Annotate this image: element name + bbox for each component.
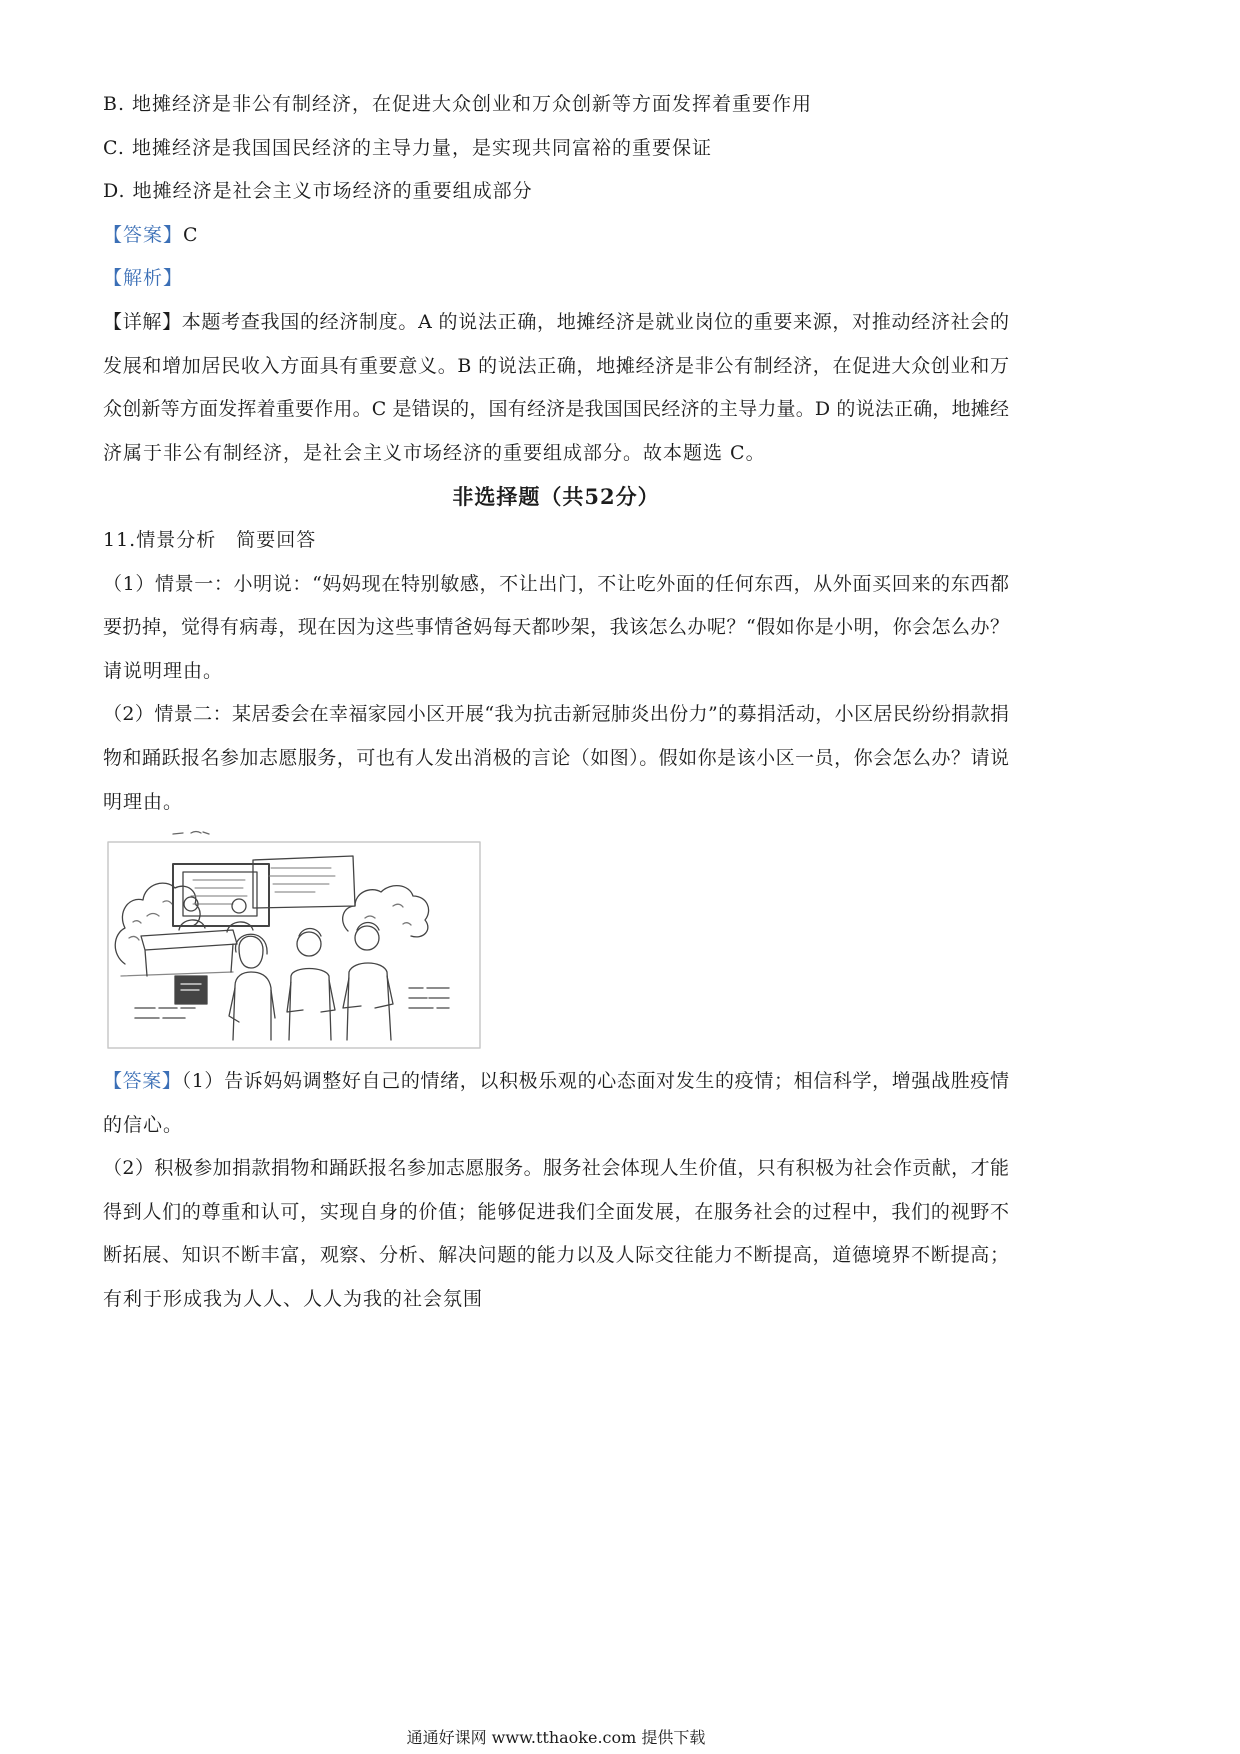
page-content xyxy=(103,83,1009,1322)
analysis-line xyxy=(103,257,1009,301)
option-b: B. 地摊经济是非公有制经济，在促进大众创业和万众创新等方面发挥着重要作用 xyxy=(103,93,813,115)
answer-11-tag: 【答案】 xyxy=(103,1070,182,1093)
scenario-2-line: （2）情景二：某居委会在幸福家园小区开展“我为抗击新冠肺炎出份力”的募捐活动，小区居民纷纷捐款捐 xyxy=(103,703,1009,726)
page-footer: 通通好课网 www.tthaoke.com 提供下载 xyxy=(406,1728,706,1747)
scenario-1-line: （1）情景一：小明说：“妈妈现在特别敏感，不让出门，不让吃外面的任何东西，从外面买回来的东西都 xyxy=(103,572,1009,595)
donation-box xyxy=(175,976,207,1004)
answer-11-text: （1）告诉妈妈调整好自己的情绪，以积极乐观的心态面对发生的疫情；相信科学，增强战胜疫情 xyxy=(181,1070,1009,1093)
answer-11-line xyxy=(103,1060,1009,1104)
scenario-1-line: 要扔掉，觉得有病毒，现在因为这些事情爸妈每天都吵架，我该怎么办呢？“假如你是小明，你会怎么办？ xyxy=(103,616,1009,639)
detail-tag: 【详解】 xyxy=(103,310,182,333)
answer-11-line: 的信心。 xyxy=(103,1113,184,1136)
answer-11-line: 断拓展、知识不断丰富，观察、分析、解决问题的能力以及人际交往能力不断提高，道德境界不断提高； xyxy=(103,1244,1009,1267)
scenario-2-line: 物和踊跃报名参加志愿服务，可也有人发出消极的言论（如图）。假如你是该小区一员，你会怎么办？请说 xyxy=(103,746,1009,769)
answer-line xyxy=(103,214,1009,258)
detail-line: 众创新等方面发挥着重要作用。C 是错误的，国有经济是我国国民经济的主导力量。D 的说法正确，地摊经 xyxy=(103,398,1009,421)
donation-table xyxy=(141,930,237,976)
notice-board xyxy=(173,864,269,926)
resident-man-right xyxy=(343,923,393,1041)
section-heading: 非选择题（共52分） xyxy=(452,484,660,510)
answer-11-line: 有利于形成我为人人、人人为我的社会氛围 xyxy=(103,1288,484,1311)
answer-tag: 【答案】 xyxy=(103,223,184,246)
cartoon-illustration xyxy=(103,826,483,1054)
answer-11-line: （2）积极参加捐款捐物和踊跃报名参加志愿服务。服务社会体现人生价值，只有积极为社会作贡献，才能 xyxy=(103,1157,1009,1180)
cartoon-figure xyxy=(103,826,1009,1060)
detail-line: 发展和增加居民收入方面具有重要意义。B 的说法正确，地摊经济是非公有制经济，在促进大众创业和万 xyxy=(103,354,1009,377)
detail-text: 本题考查我国的经济制度。A 的说法正确，地摊经济是就业岗位的重要来源，对推动经济社会的 xyxy=(181,310,1009,333)
scenario-1-line: 请说明理由。 xyxy=(103,659,224,682)
option-d: D. 地摊经济是社会主义市场经济的重要组成部分 xyxy=(103,180,533,203)
option-c: C. 地摊经济是我国国民经济的主导力量，是实现共同富裕的重要保证 xyxy=(103,136,712,159)
speech-scribble-right xyxy=(409,988,449,1008)
cartoon-frame xyxy=(108,842,480,1048)
corner-marks xyxy=(173,832,209,835)
scenario-2-line: 明理由。 xyxy=(103,790,184,813)
tree-right xyxy=(343,886,429,937)
speech-scribble-left xyxy=(135,1008,195,1018)
question-11-title: 11.情景分析 简要回答 xyxy=(103,528,317,551)
resident-woman xyxy=(229,934,275,1040)
tree-left xyxy=(115,883,200,964)
resident-man-middle xyxy=(287,929,335,1041)
answer-value: C xyxy=(183,223,199,246)
analysis-tag: 【解析】 xyxy=(103,267,184,290)
answer-11-line: 得到人们的尊重和认可，实现自身的价值；能够促进我们全面发展，在服务社会的过程中，我们的视野不 xyxy=(103,1200,1009,1223)
detail-line: 济属于非公有制经济，是社会主义市场经济的重要组成部分。故本题选 C。 xyxy=(103,441,766,464)
detail-line xyxy=(103,301,1009,345)
